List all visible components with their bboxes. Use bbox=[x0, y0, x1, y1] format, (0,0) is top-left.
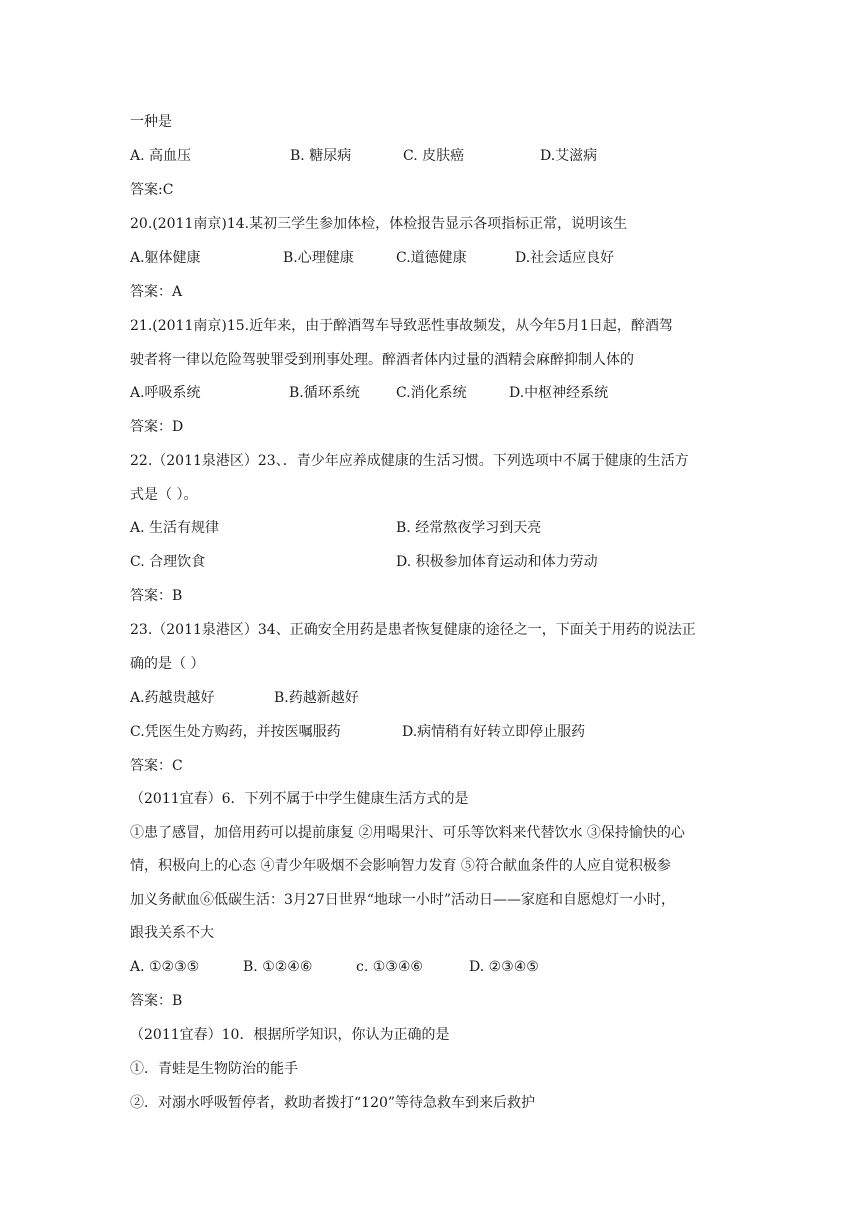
q20-option-a: A.躯体健康 bbox=[130, 250, 201, 266]
q24-option-a: A. ①②③⑤ bbox=[130, 959, 200, 975]
q24-option-d: D. ②③④⑤ bbox=[469, 959, 539, 975]
q19-option-a: A. 高血压 bbox=[130, 148, 192, 164]
q23-option-b: B.药越新越好 bbox=[274, 690, 359, 706]
question-22-stem-line-1: 22.（2011泉港区）23、．青少年应养成健康的生活习惯。下列选项中不属于健康的生活方 bbox=[130, 453, 689, 469]
q21-answer: 答案：D bbox=[130, 419, 184, 435]
question-25-item-2: ②．对溺水呼吸暂停者，救助者拨打“120”等待急救车到来后救护 bbox=[130, 1095, 536, 1111]
question-23-stem-line-1: 23.（2011泉港区）34、正确安全用药是患者恢复健康的途径之一，下面关于用药的说法正 bbox=[130, 622, 696, 638]
q22-option-c: C. 合理饮食 bbox=[130, 554, 206, 570]
question-24-body-line-1: ①患了感冒，加倍用药可以提前康复 ②用喝果汁、可乐等饮料来代替饮水 ③保持愉快的心 bbox=[130, 825, 685, 841]
question-25-stem: （2011宜春）10．根据所学知识，你认为正确的是 bbox=[130, 1027, 450, 1043]
q23-answer: 答案：C bbox=[130, 758, 183, 774]
q20-option-b: B.心理健康 bbox=[283, 250, 354, 266]
question-24-body-line-4: 跟我关系不大 bbox=[130, 925, 214, 941]
q19-option-b: B. 糖尿病 bbox=[290, 148, 352, 164]
q19-option-c: C. 皮肤癌 bbox=[403, 148, 465, 164]
question-22-stem-line-2: 式是（ ）。 bbox=[130, 487, 198, 503]
q22-option-b: B. 经常熬夜学习到天亮 bbox=[396, 520, 542, 536]
q22-answer: 答案：B bbox=[130, 588, 183, 604]
question-19-stem-end: 一种是 bbox=[130, 114, 172, 130]
q21-option-c: C.消化系统 bbox=[396, 385, 467, 401]
q23-option-a: A.药越贵越好 bbox=[130, 690, 215, 706]
q22-option-a: A. 生活有规律 bbox=[130, 520, 220, 536]
question-20-stem: 20.(2011南京)14.某初三学生参加体检，体检报告显示各项指标正常，说明该生 bbox=[130, 216, 628, 232]
q21-option-a: A.呼吸系统 bbox=[130, 385, 201, 401]
question-24-body-line-2: 情，积极向上的心态 ④青少年吸烟不会影响智力发育 ⑤符合献血条件的人应自觉积极参 bbox=[130, 858, 671, 874]
q23-option-c: C.凭医生处方购药，并按医嘱服药 bbox=[130, 724, 341, 740]
q19-option-d: D.艾滋病 bbox=[540, 148, 598, 164]
question-23-stem-line-2: 确的是（ ） bbox=[130, 656, 205, 672]
q24-option-c: c. ①③④⑥ bbox=[356, 959, 423, 975]
q20-option-c: C.道德健康 bbox=[396, 250, 467, 266]
q24-option-b: B. ①②④⑥ bbox=[243, 959, 313, 975]
q19-answer: 答案:C bbox=[130, 182, 174, 198]
q20-option-d: D.社会适应良好 bbox=[515, 250, 615, 266]
q24-answer: 答案：B bbox=[130, 993, 183, 1009]
q20-answer: 答案：A bbox=[130, 284, 183, 300]
question-24-stem: （2011宜春）6．下列不属于中学生健康生活方式的是 bbox=[130, 791, 469, 807]
question-24-body-line-3: 加义务献血⑥低碳生活：3月27日世界“地球一小时”活动日——家庭和自愿熄灯一小时， bbox=[130, 892, 676, 908]
q23-option-d: D.病情稍有好转立即停止服药 bbox=[402, 724, 586, 740]
q21-option-d: D.中枢神经系统 bbox=[509, 385, 609, 401]
question-21-stem-line-2: 驶者将一律以危险驾驶罪受到刑事处理。醉酒者体内过量的酒精会麻醉抑制人体的 bbox=[130, 352, 634, 368]
q21-option-b: B.循环系统 bbox=[289, 385, 360, 401]
question-21-stem-line-1: 21.(2011南京)15.近年来，由于醉酒驾车导致恶性事故频发，从今年5月1日起，醉酒驾 bbox=[130, 318, 673, 334]
q22-option-d: D. 积极参加体育运动和体力劳动 bbox=[396, 554, 598, 570]
question-25-item-1: ①．青蛙是生物防治的能手 bbox=[130, 1061, 298, 1077]
